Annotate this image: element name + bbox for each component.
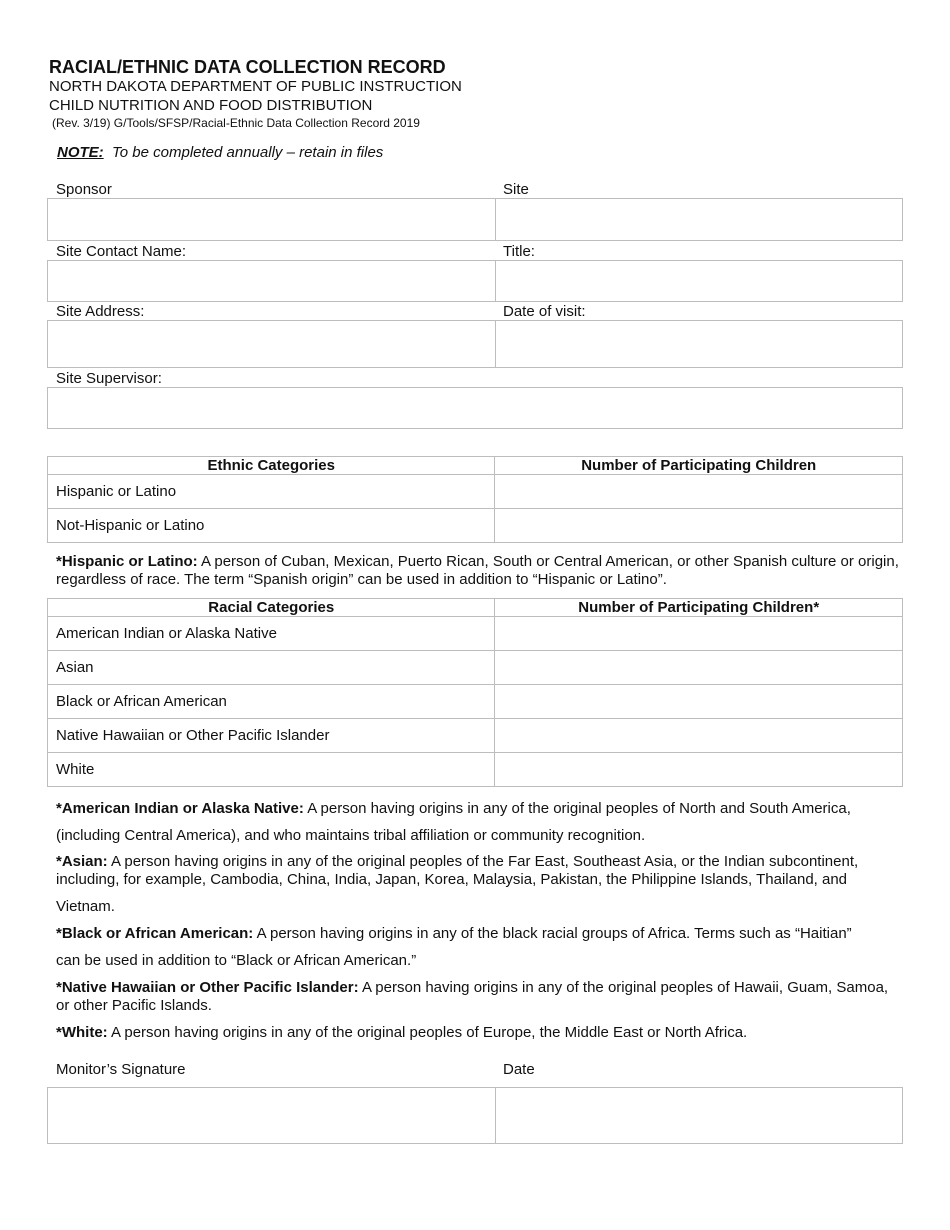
- table-row: [48, 651, 903, 685]
- ethnic-table: [47, 456, 903, 543]
- table-row: [48, 753, 903, 787]
- monitor-signature-field[interactable]: [47, 1087, 497, 1144]
- definition-text: A person having origins in any of the original peoples of North and South America,: [303, 800, 851, 817]
- racial-categories-header: Racial Categories: [48, 599, 495, 617]
- racial-count-input[interactable]: [495, 685, 903, 719]
- racial-count-input[interactable]: [495, 719, 903, 753]
- department-name: NORTH DAKOTA DEPARTMENT OF PUBLIC INSTRUCTION: [49, 78, 462, 95]
- native-hawaiian-definition: [56, 979, 901, 1015]
- ethnic-count-input[interactable]: [495, 475, 903, 509]
- division-name: CHILD NUTRITION AND FOOD DISTRIBUTION: [49, 97, 373, 114]
- note-text: To be completed annually – retain in files: [112, 144, 384, 161]
- racial-category: White: [48, 753, 495, 787]
- supervisor-label: Site Supervisor:: [56, 370, 162, 387]
- address-field[interactable]: [47, 320, 497, 368]
- date-of-visit-label: Date of visit:: [503, 303, 586, 320]
- black-definition: [56, 925, 901, 943]
- ethnic-category: Hispanic or Latino: [48, 475, 495, 509]
- american-indian-definition: [56, 800, 901, 818]
- racial-category: Asian: [48, 651, 495, 685]
- table-row: [48, 509, 903, 543]
- ethnic-count-header: Number of Participating Children: [495, 457, 903, 475]
- definition-text: A person having origins in any of the original peoples of Europe, the Middle East or North Africa.: [107, 1024, 748, 1041]
- racial-category: Black or African American: [48, 685, 495, 719]
- definition-term: *White:: [56, 1024, 108, 1041]
- site-field[interactable]: [495, 198, 903, 241]
- monitor-signature-label: Monitor’s Signature: [56, 1061, 186, 1078]
- definition-term: *Native Hawaiian or Other Pacific Islander:: [56, 979, 359, 996]
- definition-text: A person having origins in any of the original peoples of the Far East, Southeast Asia, or the Indian subcontinent, including, for example, Cambodia, China, India, Japan, Korea, Malaysia, Pakistan, the Philippine Islands, Thailand, and: [56, 853, 859, 888]
- supervisor-field[interactable]: [47, 387, 903, 429]
- black-definition-line2: can be used in addition to “Black or African American.”: [56, 952, 417, 969]
- ethnic-categories-header: Ethnic Categories: [48, 457, 495, 475]
- table-row: [48, 719, 903, 753]
- asian-definition-line3: Vietnam.: [56, 898, 115, 915]
- address-label: Site Address:: [56, 303, 145, 320]
- table-row: [48, 617, 903, 651]
- sponsor-field[interactable]: [47, 198, 497, 241]
- contact-name-field[interactable]: [47, 260, 497, 302]
- site-label: Site: [503, 181, 529, 198]
- racial-count-header: Number of Participating Children*: [495, 599, 903, 617]
- racial-category: Native Hawaiian or Other Pacific Islander: [48, 719, 495, 753]
- table-row: [48, 475, 903, 509]
- date-of-visit-field[interactable]: [495, 320, 903, 368]
- form-title: RACIAL/ETHNIC DATA COLLECTION RECORD: [49, 57, 446, 77]
- signature-date-label: Date: [503, 1061, 535, 1078]
- definition-text: A person having origins in any of the original peoples of Hawaii, Guam, Samoa, or other Pacific Islands.: [56, 979, 889, 1014]
- racial-count-input[interactable]: [495, 617, 903, 651]
- hispanic-definition: [56, 553, 901, 589]
- racial-count-input[interactable]: [495, 651, 903, 685]
- title-label: Title:: [503, 243, 535, 260]
- ethnic-count-input[interactable]: [495, 509, 903, 543]
- table-row: [48, 685, 903, 719]
- asian-definition: [56, 853, 901, 889]
- note-label: NOTE:: [57, 144, 104, 161]
- american-indian-definition-line2: (including Central America), and who maintains tribal affiliation or community recognition.: [56, 827, 646, 844]
- table-header-row: [48, 457, 903, 475]
- table-header-row: [48, 599, 903, 617]
- definition-term: *Black or African American:: [56, 925, 254, 942]
- white-definition: [56, 1024, 901, 1042]
- racial-category: American Indian or Alaska Native: [48, 617, 495, 651]
- definition-term: *Asian:: [56, 853, 108, 870]
- ethnic-category: Not-Hispanic or Latino: [48, 509, 495, 543]
- hispanic-text: A person of Cuban, Mexican, Puerto Rican, South or Central American, or other Spanish culture or origin, regardless of race. The term “Spanish origin” can be used in addition to “Hispanic or Latino”.: [56, 553, 899, 588]
- racial-count-input[interactable]: [495, 753, 903, 787]
- definition-term: *American Indian or Alaska Native:: [56, 800, 304, 817]
- note: [57, 144, 383, 161]
- signature-date-field[interactable]: [495, 1087, 903, 1144]
- revision-text: (Rev. 3/19) G/Tools/SFSP/Racial-Ethnic Data Collection Record 2019: [52, 116, 420, 130]
- hispanic-term: *Hispanic or Latino:: [56, 553, 198, 570]
- racial-table: [47, 598, 903, 787]
- contact-name-label: Site Contact Name:: [56, 243, 187, 260]
- definition-text: A person having origins in any of the black racial groups of Africa. Terms such as “Haitian”: [253, 925, 852, 942]
- title-field[interactable]: [495, 260, 903, 302]
- sponsor-label: Sponsor: [56, 181, 112, 198]
